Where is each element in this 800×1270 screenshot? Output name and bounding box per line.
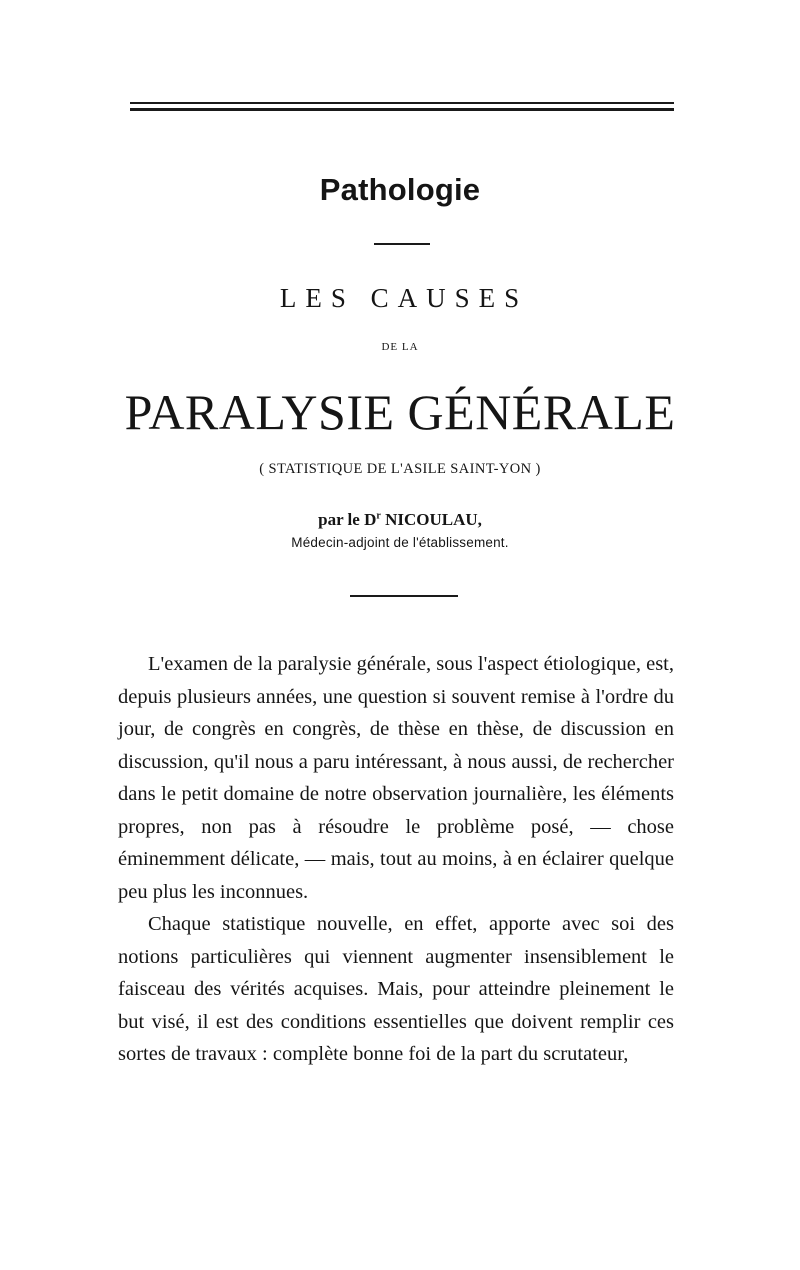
byline-prefix: par le (318, 510, 360, 529)
title-divider (374, 243, 430, 245)
author-byline (0, 510, 800, 530)
section-divider (350, 595, 458, 597)
paragraph: L'examen de la paralysie générale, sous l'aspect étiologique, est, depuis plusieurs années, une question si souvent remise à l'ordre du jour, de congrès en congrès, de thèse en thèse, de discussion en discussion, qu'il nous a paru intéressant, à nous aussi, de rechercher dans le petit domaine de notre observation journalière, les éléments propres, non pas à résoudre le problème posé, — chose éminemment délicate, — mais, tout au moins, à en éclairer quelque peu plus les inconnues. (118, 653, 674, 903)
article-kicker: LES CAUSES (279, 283, 529, 313)
article-subtitle: ( STATISTIQUE DE L'ASILE SAINT-YON ) (259, 461, 541, 477)
author-title-abbr: D (364, 510, 377, 529)
section-title: Pathologie (319, 172, 481, 207)
author-role: Médecin-adjoint de l'établissement. (291, 535, 509, 550)
top-rule-thick (130, 108, 674, 111)
body-text (118, 648, 674, 1071)
author-title-sup: r (376, 510, 381, 522)
author-name: NICOULAU, (385, 510, 482, 529)
article-title: PARALYSIE GÉNÉRALE (124, 384, 676, 440)
top-rule (130, 102, 674, 104)
paragraph: Chaque statistique nouvelle, en effet, apporte avec soi des notions particulières qui viennent augmenter insensiblement le faisceau des vérités acquises. Mais, pour atteindre pleinement le but visé, il est des conditions essentielles que doivent remplir ces sortes de travaux : complète bonne foi de la part du scrutateur, (118, 913, 674, 1065)
article-connector: DE LA (381, 341, 419, 353)
